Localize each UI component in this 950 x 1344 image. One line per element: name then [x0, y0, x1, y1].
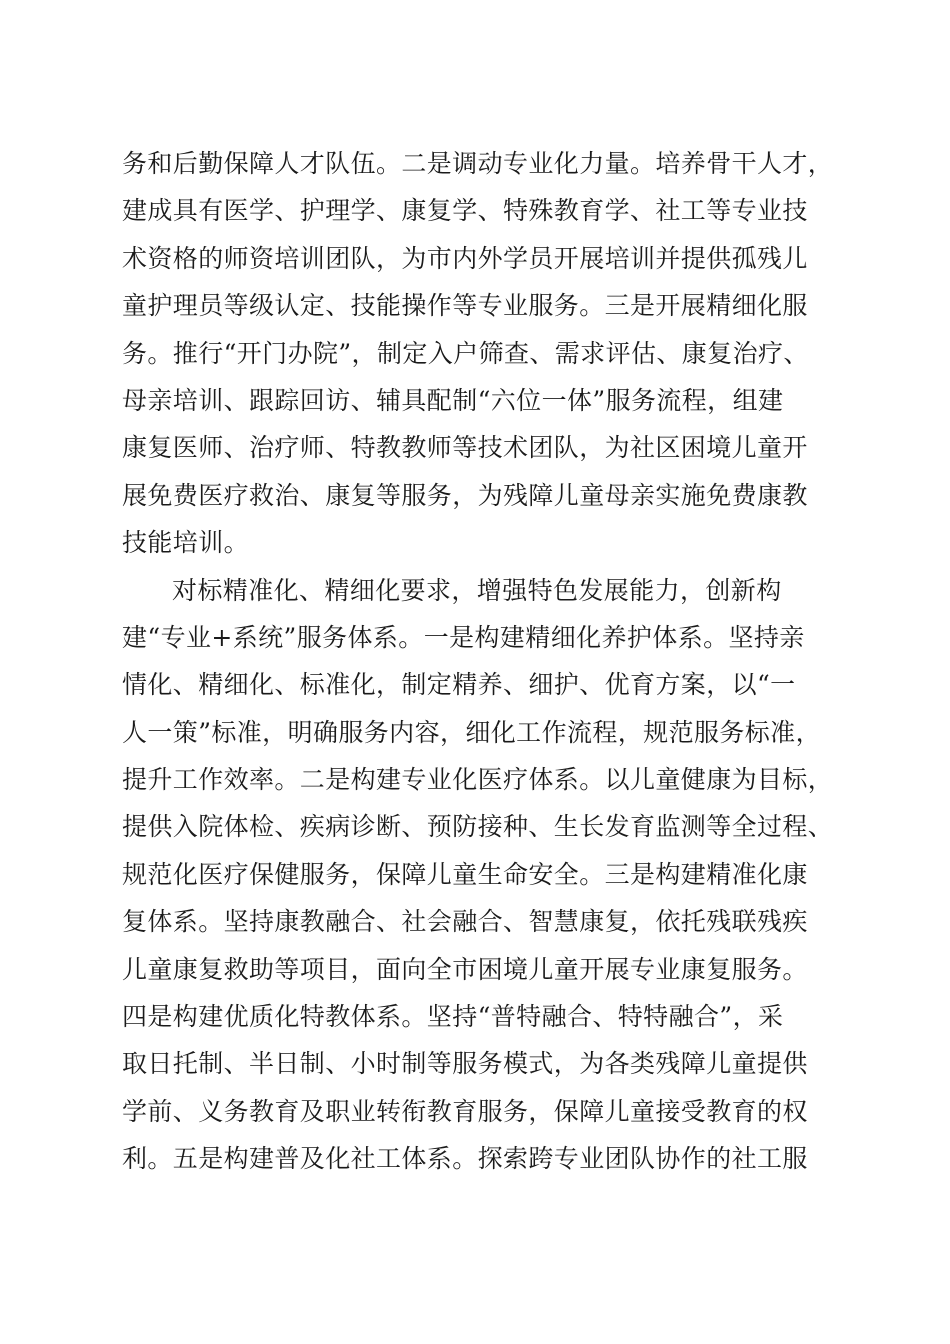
paragraph-line: 母亲培训、跟踪回访、辅具配制“六位一体”服务流程，组建 — [122, 385, 784, 415]
paragraph-line: 规范化医疗保健服务，保障儿童生命安全。三是构建精准化康 — [122, 859, 808, 889]
paragraph-line: 四是构建优质化特教体系。坚持“普特融合、特特融合”，采 — [122, 1002, 784, 1032]
paragraph-line: 提升工作效率。二是构建专业化医疗体系。以儿童健康为目标， — [122, 765, 834, 795]
paragraph-line: 情化、精细化、标准化，制定精养、细护、优育方案，以“一 — [122, 670, 796, 700]
paragraph-line: 术资格的师资培训团队，为市内外学员开展培训并提供孤残儿 — [122, 243, 808, 273]
paragraph-1 — [122, 140, 842, 567]
paragraph-line: 取日托制、半日制、小时制等服务模式，为各类残障儿童提供 — [122, 1049, 808, 1079]
paragraph-line: 务。推行“开门办院”，制定入户筛查、需求评估、康复治疗、 — [122, 338, 809, 368]
paragraph-line: 对标精准化、精细化要求，增强特色发展能力，创新构 — [172, 575, 782, 605]
paragraph-line: 儿童康复救助等项目，面向全市困境儿童开展专业康复服务。 — [122, 954, 808, 984]
paragraph-line: 提供入院体检、疾病诊断、预防接种、生长发育监测等全过程、 — [122, 812, 834, 842]
paragraph-line: 务和后勤保障人才队伍。二是调动专业化力量。培养骨干人才， — [122, 149, 834, 178]
paragraph-line: 建“专业+系统”服务体系。一是构建精细化养护体系。坚持亲 — [122, 622, 805, 652]
paragraph-line: 建成具有医学、护理学、康复学、特殊教育学、社工等专业技 — [122, 196, 808, 226]
paragraph-line: 学前、义务教育及职业转衔教育服务，保障儿童接受教育的权 — [122, 1096, 808, 1126]
paragraph-2 — [122, 567, 842, 1183]
paragraph-line: 人一策”标准，明确服务内容，细化工作流程，规范服务标准， — [122, 717, 821, 747]
document-body — [122, 140, 842, 1183]
paragraph-line: 童护理员等级认定、技能操作等专业服务。三是开展精细化服 — [122, 291, 808, 321]
paragraph-line: 康复医师、治疗师、特教教师等技术团队，为社区困境儿童开 — [122, 433, 808, 463]
paragraph-line: 利。五是构建普及化社工体系。探索跨专业团队协作的社工服 — [122, 1144, 808, 1174]
paragraph-line: 展免费医疗救治、康复等服务，为残障儿童母亲实施免费康教 — [122, 480, 808, 510]
paragraph-line: 技能培训。 — [122, 528, 250, 558]
paragraph-line: 复体系。坚持康教融合、社会融合、智慧康复，依托残联残疾 — [122, 907, 808, 937]
